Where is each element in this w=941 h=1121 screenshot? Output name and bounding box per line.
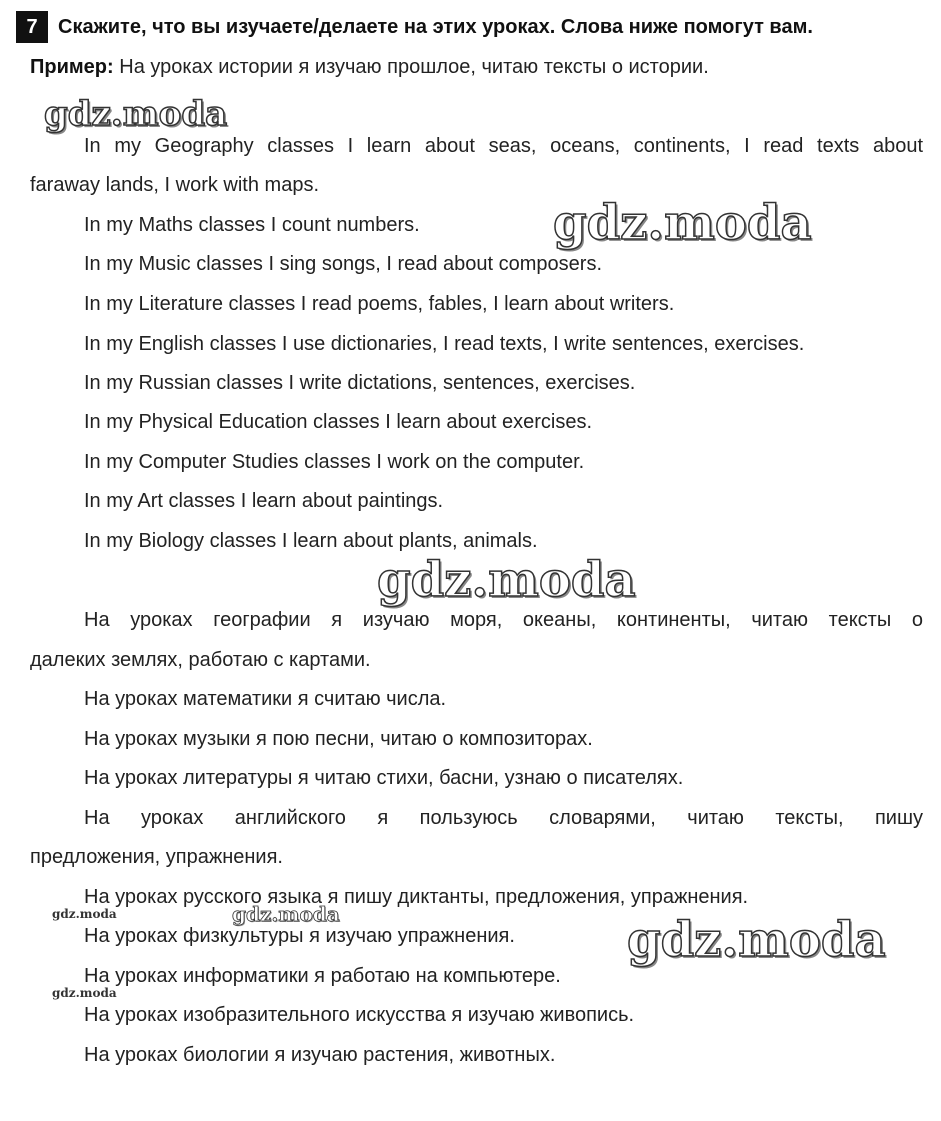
russian-line: На уроках литературы я читаю стихи, басни, узнаю о писателях. bbox=[84, 767, 684, 789]
task-header bbox=[16, 10, 813, 44]
russian-line: На уроках изобразительного искусства я изучаю живопись. bbox=[84, 1004, 635, 1026]
task-title: Скажите, что вы изучаете/делаете на этих уроках. Слова ниже помогут вам. bbox=[58, 15, 813, 38]
watermark-logo: gdz.moda bbox=[377, 552, 636, 608]
english-line: In my Art classes I learn about paintings. bbox=[84, 490, 444, 512]
watermark-logo: gdz.moda bbox=[627, 912, 886, 968]
russian-line: На уроках русского языка я пишу диктанты, предложения, упражнения. bbox=[84, 886, 749, 908]
watermark-logo: gdz.moda bbox=[52, 907, 117, 921]
russian-line: На уроках математики я считаю числа. bbox=[84, 688, 447, 710]
english-line: In my Maths classes I count numbers. bbox=[84, 214, 420, 236]
russian-line: На уроках физкультуры я изучаю упражнения. bbox=[84, 925, 515, 947]
russian-line: предложения, упражнения. bbox=[30, 846, 283, 868]
english-line: In my Geography classes I learn about seas, oceans, continents, I read texts about bbox=[84, 135, 923, 157]
english-line: In my Physical Education classes I learn about exercises. bbox=[84, 411, 593, 433]
example-label: Пример: bbox=[30, 56, 114, 78]
watermark-logo: gdz.moda bbox=[232, 902, 340, 926]
russian-line: На уроках информатики я работаю на компьютере. bbox=[84, 965, 561, 987]
russian-line: На уроках географии я изучаю моря, океаны, континенты, читаю тексты о bbox=[84, 609, 923, 631]
russian-line: На уроках биологии я изучаю растения, животных. bbox=[84, 1044, 556, 1066]
english-line: In my Computer Studies classes I work on the computer. bbox=[84, 451, 585, 473]
english-line: faraway lands, I work with maps. bbox=[30, 174, 319, 196]
english-line: In my Biology classes I learn about plants, animals. bbox=[84, 530, 538, 552]
english-line: In my Music classes I sing songs, I read about composers. bbox=[84, 253, 602, 275]
watermark-logo: gdz.moda bbox=[52, 986, 117, 1000]
russian-line: далеких землях, работаю с картами. bbox=[30, 649, 371, 671]
watermark-logo: gdz.moda bbox=[44, 94, 228, 134]
watermark-logo: gdz.moda bbox=[553, 195, 812, 251]
russian-line: На уроках английского я пользуюсь словарями, читаю тексты, пишу bbox=[84, 807, 923, 829]
english-line: In my English classes I use dictionaries, I read texts, I write sentences, exercises. bbox=[84, 333, 805, 355]
example-text: На уроках истории я изучаю прошлое, читаю тексты о истории. bbox=[113, 56, 709, 78]
english-line: In my Russian classes I write dictations, sentences, exercises. bbox=[84, 372, 636, 394]
english-line: In my Literature classes I read poems, fables, I learn about writers. bbox=[84, 293, 675, 315]
task-number-badge: 7 bbox=[16, 11, 48, 43]
example-line bbox=[30, 56, 709, 79]
russian-line: На уроках музыки я пою песни, читаю о композиторах. bbox=[84, 728, 593, 750]
